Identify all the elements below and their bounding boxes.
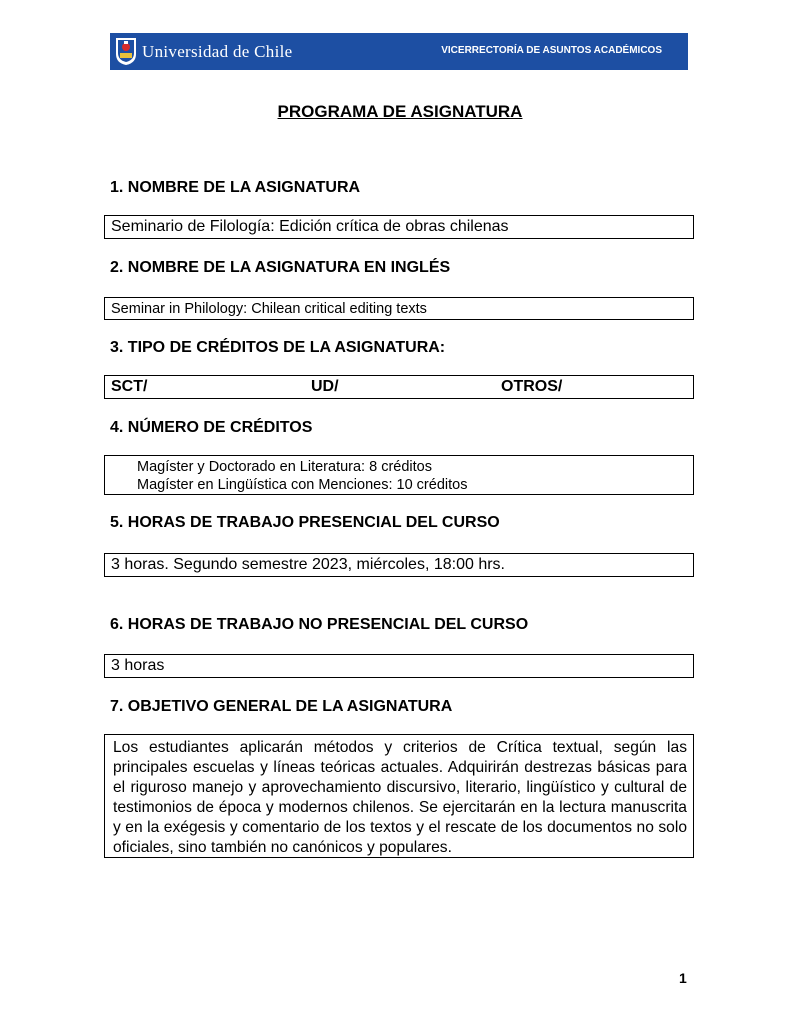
university-crest-icon bbox=[115, 36, 137, 66]
section-2-box bbox=[104, 297, 694, 320]
header-banner bbox=[110, 33, 688, 70]
section-4-heading: 4. NÚMERO DE CRÉDITOS bbox=[110, 419, 313, 436]
section-5-heading: 5. HORAS DE TRABAJO PRESENCIAL DEL CURSO bbox=[110, 514, 500, 531]
course-name-value: Seminario de Filología: Edición crítica de obras chilenas bbox=[111, 218, 509, 235]
page-title: PROGRAMA DE ASIGNATURA bbox=[277, 102, 523, 121]
section-1-heading: 1. NOMBRE DE LA ASIGNATURA bbox=[110, 179, 361, 196]
section-5-box bbox=[104, 553, 694, 577]
section-3-box bbox=[104, 375, 694, 399]
no-presencial-hours-value: 3 horas bbox=[111, 657, 165, 674]
ud-label: UD/ bbox=[311, 378, 339, 395]
section-6-box bbox=[104, 654, 694, 678]
section-4-box bbox=[104, 455, 694, 495]
vicerrectoria-label: VICERRECTORÍA DE ASUNTOS ACADÉMICOS bbox=[441, 45, 662, 56]
section-7-box bbox=[104, 734, 694, 858]
credit-types-row bbox=[111, 377, 687, 397]
credits-line-literatura: Magíster y Doctorado en Literatura: 8 créditos bbox=[137, 459, 432, 475]
course-name-english-value: Seminar in Philology: Chilean critical editing texts bbox=[111, 301, 427, 317]
presencial-hours-value: 3 horas. Segundo semestre 2023, miércoles, 18:00 hrs. bbox=[111, 556, 505, 573]
otros-label: OTROS/ bbox=[501, 378, 563, 395]
university-name: Universidad de Chile bbox=[142, 42, 293, 61]
credits-line-linguistica: Magíster en Lingüística con Menciones: 10 créditos bbox=[137, 477, 468, 493]
section-6-heading: 6. HORAS DE TRABAJO NO PRESENCIAL DEL CURSO bbox=[110, 616, 529, 633]
section-3-heading: 3. TIPO DE CRÉDITOS DE LA ASIGNATURA: bbox=[110, 339, 446, 356]
page-number: 1 bbox=[679, 970, 687, 986]
general-objective-text: Los estudiantes aplicarán métodos y criterios de Crítica textual, según las principales escuelas y líneas teóricas actuales. Adquirirán destrezas básicas para el riguroso manejo y aprovechamiento discursivo, literario, lingüístico y cultural de testimonios de época y modernos chilenos. Se ejercitarán en la lectura manuscrita y en la exégesis y comentario de los textos y el rescate de los documentos no solo oficiales, sino también no canónicos y populares. bbox=[113, 739, 687, 856]
sct-label: SCT/ bbox=[111, 378, 148, 395]
section-7-heading: 7. OBJETIVO GENERAL DE LA ASIGNATURA bbox=[110, 698, 453, 715]
section-2-heading: 2. NOMBRE DE LA ASIGNATURA EN INGLÉS bbox=[110, 259, 451, 276]
section-1-box bbox=[104, 215, 694, 239]
